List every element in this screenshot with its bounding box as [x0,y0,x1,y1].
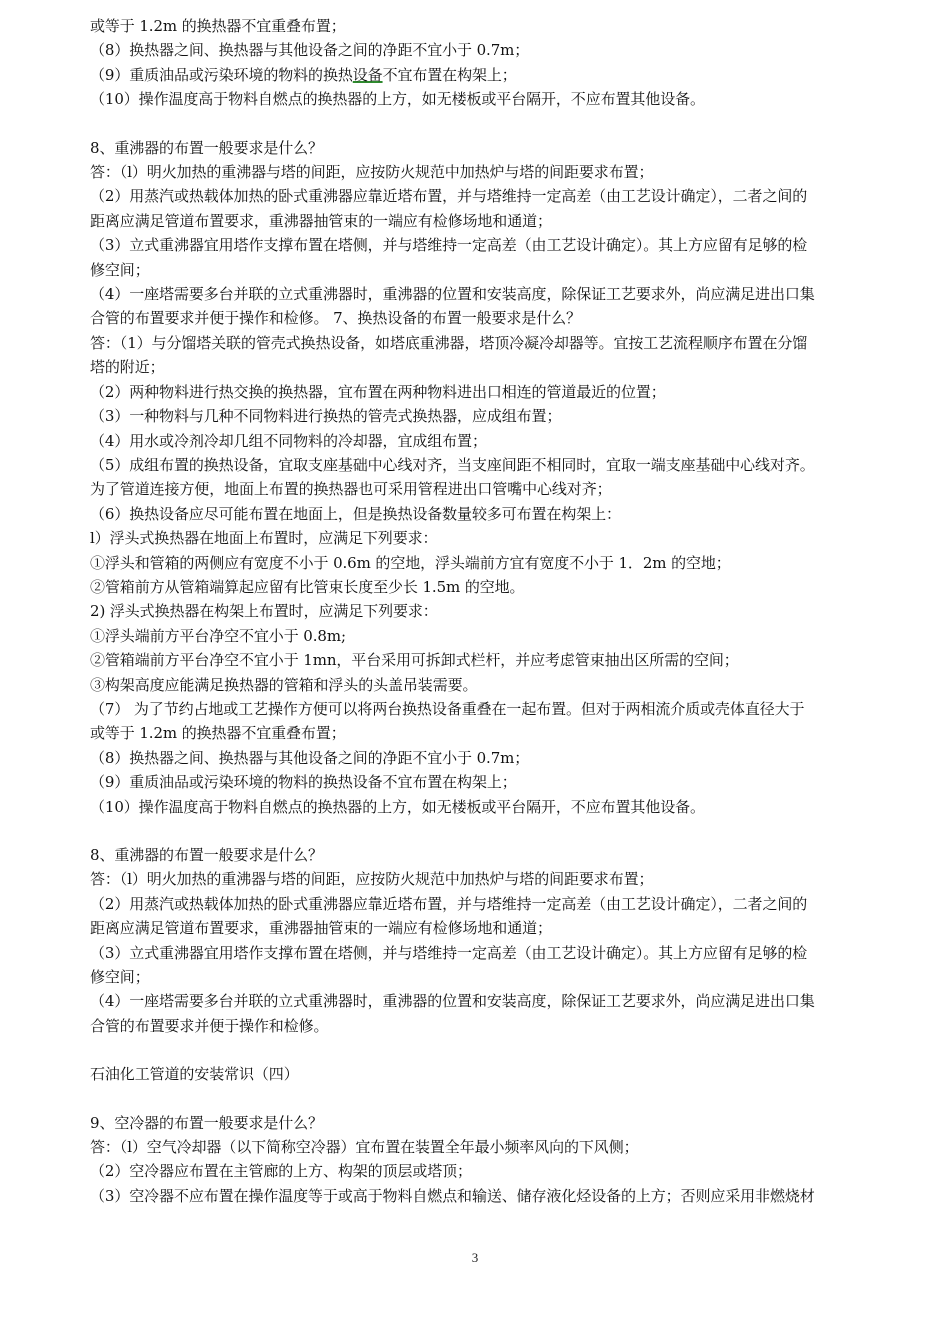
section-heat-exchanger-tail [90,14,908,112]
paragraph-gap [90,112,908,136]
text-line: ①浮头和管箱的两侧应有宽度不小于 0.6m 的空地，浮头端前方宜有宽度不小于 1．2m 的空地； [90,553,731,572]
text-line: （10）操作温度高于物料自燃点的换热器的上方，如无楼板或平台隔开，不应布置其他设备。 [90,797,705,816]
text-line: 为了管道连接方便，地面上布置的换热器也可采用管程进出口管嘴中心线对齐； [90,480,612,499]
text-line: （5）成组布置的换热设备，宜取支座基础中心线对齐，当支座间距不相同时，宜取一端支座基础中心线对齐。 [90,455,815,474]
question-heading: 9、空冷器的布置一般要求是什么？ [90,1113,323,1132]
text-line: 答：（l）空气冷却器（以下简称空冷器）宜布置在装置全年最小频率风向的下风侧； [90,1138,639,1157]
text-line: ③构架高度应能满足换热器的管箱和浮头的头盖吊装需要。 [90,675,478,694]
text-line: 距离应满足管道布置要求，重沸器抽管束的一端应有检修场地和通道； [90,919,552,938]
text-line: （9）重质油品或污染环境的物料的换热设备不宜布置在构架上； [90,773,517,792]
question-heading: 8、重沸器的布置一般要求是什么？ [90,846,323,864]
document-page [90,14,908,1208]
paragraph-gap [90,819,908,843]
section-title: 石油化工管道的安装常识（四） [90,1065,299,1084]
text-line: （10）操作温度高于物料自燃点的换热器的上方，如无楼板或平台隔开，不应布置其他设备。 [90,90,705,109]
text-line: 或等于 1.2m 的换热器不宜重叠布置； [90,17,346,35]
text-line: （3）空冷器不应布置在操作温度等于或高于物料自燃点和输送、储存液化烃设备的上方；否则应采用非燃烧材 [90,1186,815,1205]
text-line: 合管的布置要求并便于操作和检修。 [90,1016,329,1035]
text-line: （3）立式重沸器宜用塔作支撑布置在塔侧，并与塔维持一定高差（由工艺设计确定）。其上方应留有足够的检 [90,236,808,255]
text-line: （2）用蒸汽或热载体加热的卧式重沸器应靠近塔布置，并与塔维持一定高差（由工艺设计确定），二者之间的 [90,187,808,206]
text-line: ②管箱前方从管箱端算起应留有比管束长度至少长 1.5m 的空地。 [90,577,525,596]
text-line: 合管的布置要求并便于操作和检修。 7、换热设备的布置一般要求是什么？ [90,309,581,328]
question-heading: 8、重沸器的布置一般要求是什么？ [90,138,323,157]
text-line: 2) 浮头式换热器在构架上布置时，应满足下列要求： [90,602,438,621]
text-line: （2）两种物料进行热交换的换热器，宜布置在两种物料进出口相连的管道最近的位置； [90,382,666,401]
section-reboiler-repeat [90,843,908,1038]
text-line: （8）换热器之间、换热器与其他设备之间的净距不宜小于 0.7m； [90,748,530,767]
section-air-cooler [90,1111,908,1209]
text-line: 答：（l）明火加热的重沸器与塔的间距，应按防火规范中加热炉与塔的间距要求布置； [90,163,654,182]
text-span: （9）重质油品或污染环境的物料的换热 [90,65,353,84]
text-line: （4）用水或冷剂冷却几组不同物料的冷却器，宜成组布置； [90,431,487,450]
text-line: ①浮头端前方平台净空不宜小于 0.8m; [90,626,346,645]
grammar-underlined-word: 设备 [352,65,383,84]
text-line: （7） 为了节约占地或工艺操作方便可以将两台换热设备重叠在一起布置。但对于两相流介质或壳体直径大于 [90,699,805,718]
text-line: 塔的附近； [90,358,165,377]
text-span: 不宜布置在构架上； [382,65,517,84]
text-line: 答：（1）与分馏塔关联的管壳式换热设备，如塔底重沸器，塔顶冷凝冷却器等。宜按工艺流程顺序布置在分馏 [90,333,808,352]
text-line: 或等于 1.2m 的换热器不宜重叠布置； [90,724,346,743]
paragraph-gap [90,1038,908,1062]
text-line: 距离应满足管道布置要求，重沸器抽管束的一端应有检修场地和通道； [90,211,552,230]
text-line: （6）换热设备应尽可能布置在地面上，但是换热设备数量较多可布置在构架上： [90,504,621,523]
text-line: （4）一座塔需要多台并联的立式重沸器时，重沸器的位置和安装高度，除保证工艺要求外，尚应满足进出口集 [90,992,815,1011]
text-line: 修空间； [90,968,150,987]
text-line: （4）一座塔需要多台并联的立式重沸器时，重沸器的位置和安装高度，除保证工艺要求外，尚应满足进出口集 [90,285,815,304]
text-line: （8）换热器之间、换热器与其他设备之间的净距不宜小于 0.7m； [90,41,530,60]
text-line: （2）空冷器应布置在主管廊的上方、构架的顶层或塔顶； [90,1162,472,1181]
text-line: （3）立式重沸器宜用塔作支撑布置在塔侧，并与塔维持一定高差（由工艺设计确定）。其上方应留有足够的检 [90,943,808,962]
paragraph-gap [90,1087,908,1111]
text-line: ②管箱端前方平台净空不宜小于 1mn，平台采用可拆卸式栏杆，并应考虑管束抽出区所需的空间； [90,651,739,670]
text-line: l）浮头式换热器在地面上布置时，应满足下列要求： [90,529,438,548]
text-line: （3）一种物料与几种不同物料进行换热的管壳式换热器，应成组布置； [90,407,562,426]
text-line: 答：（l）明火加热的重沸器与塔的间距，应按防火规范中加热炉与塔的间距要求布置； [90,870,654,889]
text-line: （2）用蒸汽或热载体加热的卧式重沸器应靠近塔布置，并与塔维持一定高差（由工艺设计确定），二者之间的 [90,894,808,913]
text-line: 修空间； [90,260,150,279]
section-reboiler-and-exchanger [90,136,908,819]
text-line [90,63,908,87]
page-number: 3 [471,1250,479,1265]
